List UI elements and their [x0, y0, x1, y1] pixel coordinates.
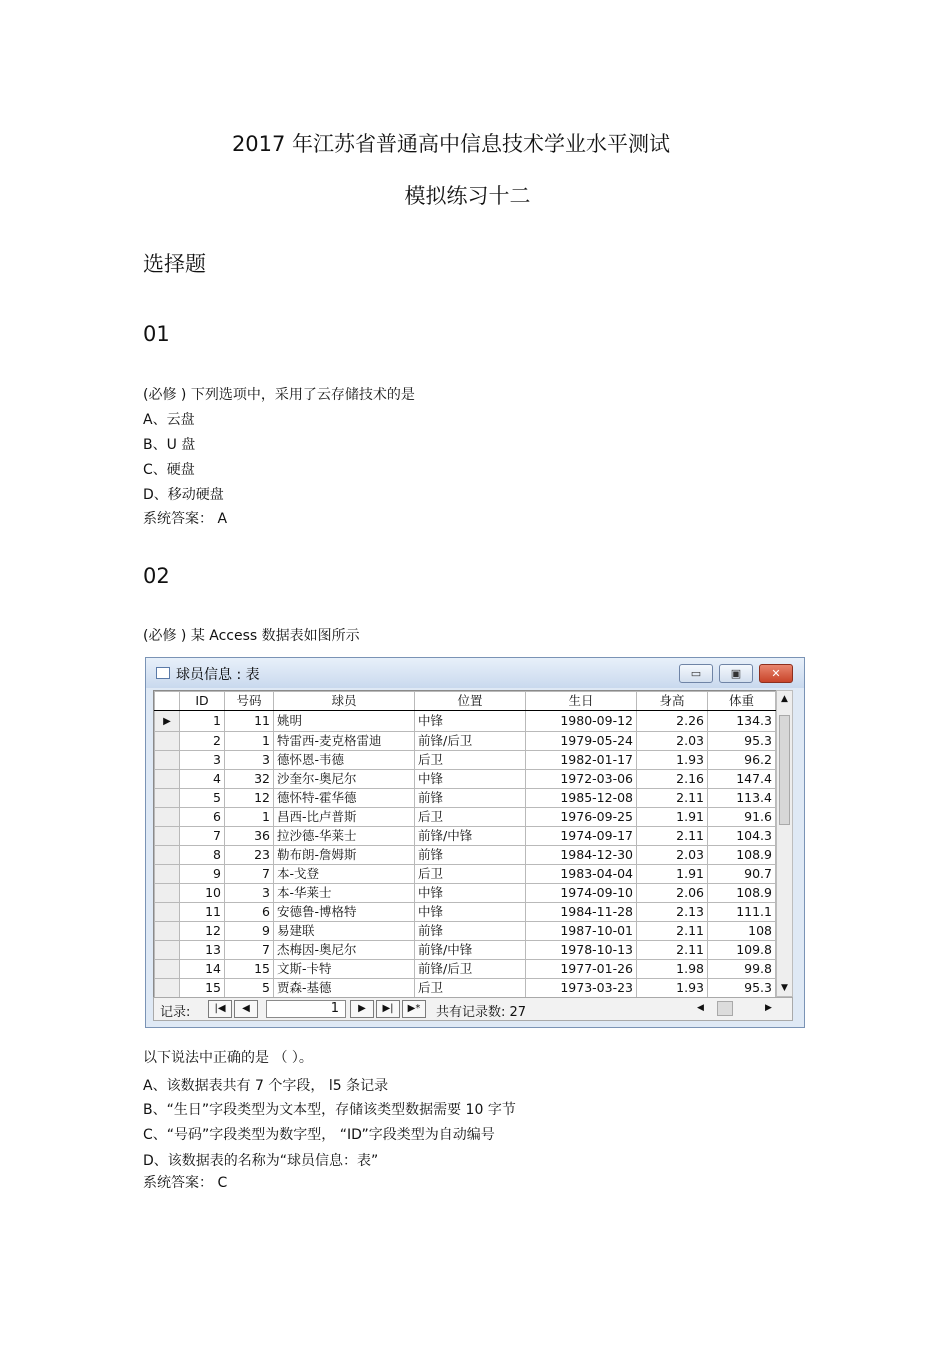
cell-position[interactable]: 中锋 — [415, 903, 526, 922]
row-selector-header[interactable] — [155, 692, 180, 711]
table-row[interactable] — [155, 903, 776, 922]
question-2-option-b: B、“生日”字段类型为文本型，存储该类型数据需要 10 字节 — [143, 1102, 516, 1118]
cell-height[interactable]: 2.03 — [637, 846, 708, 865]
cell-player[interactable]: 勒布朗-詹姆斯 — [274, 846, 415, 865]
question-1-option-d: D、移动硬盘 — [143, 487, 224, 503]
access-datasheet-window — [145, 657, 805, 1028]
row-selector[interactable] — [155, 711, 180, 732]
window-titlebar — [146, 658, 804, 688]
table-row[interactable] — [155, 884, 776, 903]
cell-number[interactable]: 11 — [225, 711, 274, 732]
cell-birthday[interactable]: 1983-04-04 — [526, 865, 637, 884]
cell-player[interactable]: 沙奎尔-奥尼尔 — [274, 770, 415, 789]
column-header-birthday[interactable]: 生日 — [526, 692, 637, 711]
cell-height[interactable]: 2.11 — [637, 941, 708, 960]
cell-height[interactable]: 1.91 — [637, 865, 708, 884]
cell-number[interactable]: 23 — [225, 846, 274, 865]
cell-birthday[interactable]: 1973-03-23 — [526, 979, 637, 998]
cell-id[interactable]: 9 — [180, 865, 225, 884]
cell-height[interactable]: 2.16 — [637, 770, 708, 789]
cell-player[interactable]: 特雷西-麦克格雷迪 — [274, 732, 415, 751]
table-row[interactable] — [155, 960, 776, 979]
cell-position[interactable]: 前锋/中锋 — [415, 941, 526, 960]
first-record-button[interactable]: |◀ — [208, 1000, 232, 1018]
last-record-button[interactable]: ▶| — [376, 1000, 400, 1018]
row-selector[interactable] — [155, 770, 180, 789]
new-record-button[interactable]: ▶* — [402, 1000, 426, 1018]
cell-birthday[interactable]: 1985-12-08 — [526, 789, 637, 808]
cell-position[interactable]: 后卫 — [415, 751, 526, 770]
datasheet-grid — [153, 690, 778, 999]
cell-id[interactable]: 5 — [180, 789, 225, 808]
cell-player[interactable]: 易建联 — [274, 922, 415, 941]
cell-id[interactable]: 4 — [180, 770, 225, 789]
cell-player[interactable]: 德怀恩-韦德 — [274, 751, 415, 770]
row-selector[interactable] — [155, 808, 180, 827]
next-record-button[interactable]: ▶ — [350, 1000, 374, 1018]
cell-weight[interactable]: 147.4 — [708, 770, 776, 789]
cell-height[interactable]: 2.11 — [637, 789, 708, 808]
total-records: 共有记录数: 27 — [436, 1005, 527, 1020]
cell-id[interactable]: 8 — [180, 846, 225, 865]
question-2-answer: 系统答案： C — [143, 1175, 228, 1191]
cell-position[interactable]: 前锋 — [415, 922, 526, 941]
cell-weight[interactable]: 113.4 — [708, 789, 776, 808]
table-row[interactable] — [155, 979, 776, 998]
record-label: 记录: — [160, 1005, 191, 1020]
table-row[interactable] — [155, 789, 776, 808]
cell-position[interactable]: 后卫 — [415, 979, 526, 998]
cell-position[interactable]: 前锋/中锋 — [415, 827, 526, 846]
table-row[interactable] — [155, 865, 776, 884]
window-title: 球员信息 : 表 — [176, 667, 260, 683]
scroll-down-icon[interactable]: ▼ — [781, 983, 788, 993]
question-2-option-d: D、该数据表的名称为“球员信息：表” — [143, 1153, 379, 1169]
cell-height[interactable]: 1.98 — [637, 960, 708, 979]
row-selector[interactable] — [155, 751, 180, 770]
cell-id[interactable]: 11 — [180, 903, 225, 922]
cell-player[interactable]: 贾森-基德 — [274, 979, 415, 998]
question-1-option-a: A、云盘 — [143, 412, 195, 428]
close-button[interactable]: ✕ — [759, 664, 793, 683]
table-row[interactable] — [155, 770, 776, 789]
cell-number[interactable]: 32 — [225, 770, 274, 789]
row-selector[interactable] — [155, 884, 180, 903]
column-header-height[interactable]: 身高 — [637, 692, 708, 711]
column-header-position[interactable]: 位置 — [415, 692, 526, 711]
cell-position[interactable]: 前锋 — [415, 846, 526, 865]
cell-number[interactable]: 7 — [225, 941, 274, 960]
cell-player[interactable]: 本-华莱士 — [274, 884, 415, 903]
question-number-1: 01 — [143, 322, 170, 346]
question-2-option-a: A、该数据表共有 7 个字段， l5 条记录 — [143, 1078, 389, 1094]
cell-position[interactable]: 前锋 — [415, 789, 526, 808]
table-header-row — [155, 692, 776, 711]
cell-height[interactable]: 2.11 — [637, 827, 708, 846]
cell-height[interactable]: 2.13 — [637, 903, 708, 922]
cell-height[interactable]: 1.93 — [637, 979, 708, 998]
row-selector[interactable] — [155, 903, 180, 922]
cell-birthday[interactable]: 1982-01-17 — [526, 751, 637, 770]
cell-position[interactable]: 中锋 — [415, 711, 526, 732]
cell-weight[interactable]: 111.1 — [708, 903, 776, 922]
maximize-button[interactable]: ▣ — [719, 664, 753, 683]
cell-height[interactable]: 2.26 — [637, 711, 708, 732]
row-selector[interactable] — [155, 922, 180, 941]
cell-id[interactable]: 10 — [180, 884, 225, 903]
cell-height[interactable]: 1.91 — [637, 808, 708, 827]
doc-subtitle: 模拟练习十二 — [404, 184, 531, 208]
cell-player[interactable]: 姚明 — [274, 711, 415, 732]
cell-birthday[interactable]: 1980-09-12 — [526, 711, 637, 732]
question-number-2: 02 — [143, 564, 170, 588]
cell-birthday[interactable]: 1974-09-17 — [526, 827, 637, 846]
cell-id[interactable]: 15 — [180, 979, 225, 998]
question-2-stem: (必修 ) 某 Access 数据表如图所示 — [143, 628, 360, 644]
cell-number[interactable]: 5 — [225, 979, 274, 998]
cell-weight[interactable]: 104.3 — [708, 827, 776, 846]
cell-weight[interactable]: 109.8 — [708, 941, 776, 960]
record-navigation-bar — [153, 997, 793, 1021]
table-row[interactable] — [155, 922, 776, 941]
cell-birthday[interactable]: 1978-10-13 — [526, 941, 637, 960]
cell-weight[interactable]: 91.6 — [708, 808, 776, 827]
row-selector[interactable] — [155, 846, 180, 865]
cell-number[interactable]: 3 — [225, 884, 274, 903]
table-row[interactable] — [155, 941, 776, 960]
row-selector[interactable] — [155, 979, 180, 998]
table-row[interactable] — [155, 751, 776, 770]
cell-id[interactable]: 1 — [180, 711, 225, 732]
question-2-question: 以下说法中正确的是 （ ）。 — [143, 1050, 313, 1066]
cell-id[interactable]: 6 — [180, 808, 225, 827]
cell-birthday[interactable]: 1987-10-01 — [526, 922, 637, 941]
cell-height[interactable]: 1.93 — [637, 751, 708, 770]
cell-weight[interactable]: 108.9 — [708, 884, 776, 903]
cell-position[interactable]: 后卫 — [415, 865, 526, 884]
question-1-stem: (必修 ) 下列选项中，采用了云存储技术的是 — [143, 387, 415, 403]
column-header-number[interactable]: 号码 — [225, 692, 274, 711]
cell-number[interactable]: 1 — [225, 808, 274, 827]
cell-number[interactable]: 7 — [225, 865, 274, 884]
current-row-pointer-icon: ▶ — [163, 716, 171, 727]
question-1-option-b: B、U 盘 — [143, 437, 196, 453]
cell-birthday[interactable]: 1984-12-30 — [526, 846, 637, 865]
table-row[interactable] — [155, 732, 776, 751]
column-header-id[interactable]: ID — [180, 692, 225, 711]
cell-weight[interactable]: 108 — [708, 922, 776, 941]
cell-weight[interactable]: 108.9 — [708, 846, 776, 865]
cell-position[interactable]: 中锋 — [415, 884, 526, 903]
row-selector[interactable] — [155, 960, 180, 979]
row-selector[interactable] — [155, 865, 180, 884]
cell-height[interactable]: 2.11 — [637, 922, 708, 941]
section-heading: 选择题 — [143, 252, 206, 276]
cell-birthday[interactable]: 1976-09-25 — [526, 808, 637, 827]
previous-record-button[interactable]: ◀ — [234, 1000, 258, 1018]
cell-birthday[interactable]: 1974-09-10 — [526, 884, 637, 903]
cell-weight[interactable]: 95.3 — [708, 979, 776, 998]
cell-player[interactable]: 安德鲁-博格特 — [274, 903, 415, 922]
scroll-thumb[interactable] — [779, 715, 790, 825]
cell-number[interactable]: 36 — [225, 827, 274, 846]
data-table — [154, 691, 776, 998]
cell-player[interactable]: 拉沙德-华莱士 — [274, 827, 415, 846]
table-row[interactable] — [155, 846, 776, 865]
row-selector[interactable] — [155, 941, 180, 960]
cell-number[interactable]: 1 — [225, 732, 274, 751]
table-icon — [156, 667, 170, 679]
cell-position[interactable]: 前锋/后卫 — [415, 960, 526, 979]
table-row[interactable] — [155, 711, 776, 732]
column-header-weight[interactable]: 体重 — [708, 692, 776, 711]
cell-weight[interactable]: 134.3 — [708, 711, 776, 732]
cell-id[interactable]: 14 — [180, 960, 225, 979]
cell-player[interactable]: 文斯-卡特 — [274, 960, 415, 979]
cell-id[interactable]: 2 — [180, 732, 225, 751]
cell-birthday[interactable]: 1977-01-26 — [526, 960, 637, 979]
row-selector[interactable] — [155, 789, 180, 808]
doc-title: 2017 年江苏省普通高中信息技术学业水平测试 — [231, 132, 671, 156]
cell-birthday[interactable]: 1979-05-24 — [526, 732, 637, 751]
table-row[interactable] — [155, 808, 776, 827]
cell-position[interactable]: 中锋 — [415, 770, 526, 789]
question-1-answer: 系统答案： A — [143, 511, 228, 527]
minimize-button[interactable]: ▭ — [679, 664, 713, 683]
cell-id[interactable]: 7 — [180, 827, 225, 846]
cell-number[interactable]: 6 — [225, 903, 274, 922]
row-selector[interactable] — [155, 732, 180, 751]
cell-number[interactable]: 15 — [225, 960, 274, 979]
row-selector[interactable] — [155, 827, 180, 846]
cell-player[interactable]: 德怀特-霍华德 — [274, 789, 415, 808]
scroll-right-icon[interactable]: ▶ — [765, 1003, 772, 1013]
cell-number[interactable]: 12 — [225, 789, 274, 808]
cell-player[interactable]: 杰梅因-奥尼尔 — [274, 941, 415, 960]
cell-weight[interactable]: 95.3 — [708, 732, 776, 751]
cell-number[interactable]: 3 — [225, 751, 274, 770]
scroll-up-icon[interactable]: ▲ — [781, 694, 788, 704]
column-header-player[interactable]: 球员 — [274, 692, 415, 711]
cell-number[interactable]: 9 — [225, 922, 274, 941]
current-record-input[interactable]: 1 — [266, 1000, 346, 1018]
question-1-option-c: C、硬盘 — [143, 462, 195, 478]
cell-id[interactable]: 13 — [180, 941, 225, 960]
cell-birthday[interactable]: 1984-11-28 — [526, 903, 637, 922]
cell-player[interactable]: 本-戈登 — [274, 865, 415, 884]
horizontal-scroll-thumb[interactable] — [717, 1001, 733, 1016]
cell-weight[interactable]: 90.7 — [708, 865, 776, 884]
cell-height[interactable]: 2.03 — [637, 732, 708, 751]
cell-position[interactable]: 前锋/后卫 — [415, 732, 526, 751]
cell-position[interactable]: 后卫 — [415, 808, 526, 827]
cell-weight[interactable]: 96.2 — [708, 751, 776, 770]
cell-player[interactable]: 昌西-比卢普斯 — [274, 808, 415, 827]
cell-id[interactable]: 12 — [180, 922, 225, 941]
vertical-scrollbar[interactable] — [776, 690, 793, 997]
cell-height[interactable]: 2.06 — [637, 884, 708, 903]
scroll-left-icon[interactable]: ◀ — [697, 1003, 704, 1013]
question-2-option-c: C、“号码”字段类型为数字型， “ID”字段类型为自动编号 — [143, 1127, 495, 1143]
horizontal-scrollbar[interactable] — [697, 1001, 777, 1017]
cell-id[interactable]: 3 — [180, 751, 225, 770]
cell-birthday[interactable]: 1972-03-06 — [526, 770, 637, 789]
table-row[interactable] — [155, 827, 776, 846]
cell-weight[interactable]: 99.8 — [708, 960, 776, 979]
